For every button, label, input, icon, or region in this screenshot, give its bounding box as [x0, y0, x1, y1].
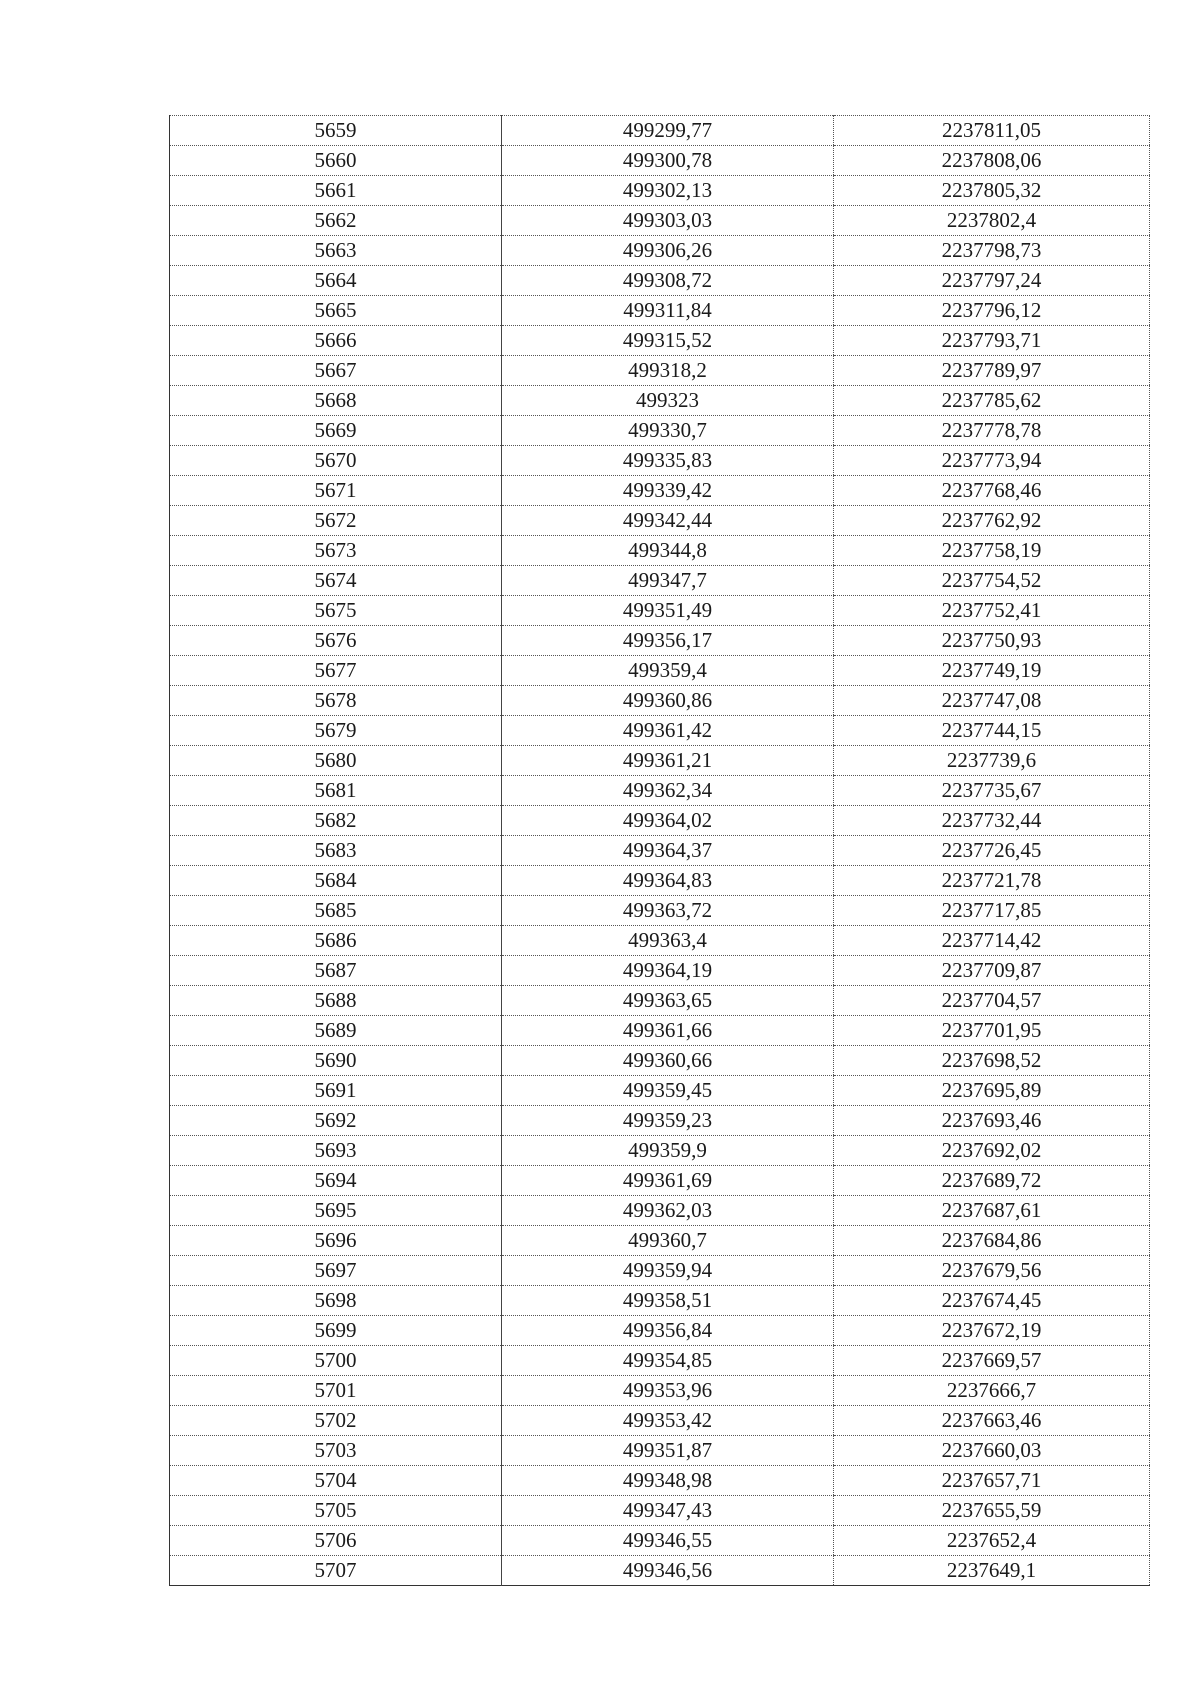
table-row [170, 776, 1150, 806]
y-coordinate-cell: 2237768,46 [834, 476, 1150, 506]
table-row [170, 806, 1150, 836]
point-number-cell: 5670 [170, 446, 502, 476]
x-coordinate-cell: 499353,42 [502, 1406, 834, 1436]
point-number-cell: 5691 [170, 1076, 502, 1106]
point-number-cell: 5673 [170, 536, 502, 566]
table-row [170, 506, 1150, 536]
table-row [170, 266, 1150, 296]
x-coordinate-cell: 499299,77 [502, 116, 834, 146]
x-coordinate-cell: 499360,7 [502, 1226, 834, 1256]
y-coordinate-cell: 2237726,45 [834, 836, 1150, 866]
y-coordinate-cell: 2237652,4 [834, 1526, 1150, 1556]
point-number-cell: 5698 [170, 1286, 502, 1316]
table-row [170, 686, 1150, 716]
x-coordinate-cell: 499315,52 [502, 326, 834, 356]
point-number-cell: 5668 [170, 386, 502, 416]
table-row [170, 1136, 1150, 1166]
y-coordinate-cell: 2237811,05 [834, 116, 1150, 146]
table-row [170, 1496, 1150, 1526]
table-row [170, 1286, 1150, 1316]
y-coordinate-cell: 2237793,71 [834, 326, 1150, 356]
y-coordinate-cell: 2237732,44 [834, 806, 1150, 836]
x-coordinate-cell: 499351,87 [502, 1436, 834, 1466]
point-number-cell: 5671 [170, 476, 502, 506]
x-coordinate-cell: 499358,51 [502, 1286, 834, 1316]
y-coordinate-cell: 2237704,57 [834, 986, 1150, 1016]
coordinates-table [169, 115, 1150, 1586]
table-row [170, 1316, 1150, 1346]
x-coordinate-cell: 499347,7 [502, 566, 834, 596]
table-row [170, 1346, 1150, 1376]
point-number-cell: 5684 [170, 866, 502, 896]
x-coordinate-cell: 499359,4 [502, 656, 834, 686]
y-coordinate-cell: 2237785,62 [834, 386, 1150, 416]
y-coordinate-cell: 2237684,86 [834, 1226, 1150, 1256]
point-number-cell: 5680 [170, 746, 502, 776]
table-row [170, 596, 1150, 626]
point-number-cell: 5660 [170, 146, 502, 176]
x-coordinate-cell: 499364,83 [502, 866, 834, 896]
table-row [170, 1556, 1150, 1586]
x-coordinate-cell: 499356,84 [502, 1316, 834, 1346]
x-coordinate-cell: 499342,44 [502, 506, 834, 536]
table-row [170, 626, 1150, 656]
point-number-cell: 5702 [170, 1406, 502, 1436]
y-coordinate-cell: 2237660,03 [834, 1436, 1150, 1466]
point-number-cell: 5683 [170, 836, 502, 866]
point-number-cell: 5697 [170, 1256, 502, 1286]
table-row [170, 1376, 1150, 1406]
point-number-cell: 5678 [170, 686, 502, 716]
y-coordinate-cell: 2237672,19 [834, 1316, 1150, 1346]
table-row [170, 716, 1150, 746]
y-coordinate-cell: 2237666,7 [834, 1376, 1150, 1406]
y-coordinate-cell: 2237735,67 [834, 776, 1150, 806]
x-coordinate-cell: 499363,65 [502, 986, 834, 1016]
table-row [170, 1526, 1150, 1556]
y-coordinate-cell: 2237798,73 [834, 236, 1150, 266]
point-number-cell: 5690 [170, 1046, 502, 1076]
table-row [170, 986, 1150, 1016]
point-number-cell: 5685 [170, 896, 502, 926]
x-coordinate-cell: 499303,03 [502, 206, 834, 236]
table-row [170, 296, 1150, 326]
x-coordinate-cell: 499347,43 [502, 1496, 834, 1526]
table-row [170, 446, 1150, 476]
y-coordinate-cell: 2237687,61 [834, 1196, 1150, 1226]
x-coordinate-cell: 499362,34 [502, 776, 834, 806]
table-row [170, 116, 1150, 146]
table-row [170, 866, 1150, 896]
table-row [170, 1106, 1150, 1136]
table-row [170, 1466, 1150, 1496]
x-coordinate-cell: 499335,83 [502, 446, 834, 476]
point-number-cell: 5704 [170, 1466, 502, 1496]
point-number-cell: 5699 [170, 1316, 502, 1346]
y-coordinate-cell: 2237797,24 [834, 266, 1150, 296]
y-coordinate-cell: 2237717,85 [834, 896, 1150, 926]
y-coordinate-cell: 2237789,97 [834, 356, 1150, 386]
x-coordinate-cell: 499346,56 [502, 1556, 834, 1586]
point-number-cell: 5675 [170, 596, 502, 626]
y-coordinate-cell: 2237752,41 [834, 596, 1150, 626]
y-coordinate-cell: 2237749,19 [834, 656, 1150, 686]
x-coordinate-cell: 499308,72 [502, 266, 834, 296]
y-coordinate-cell: 2237709,87 [834, 956, 1150, 986]
x-coordinate-cell: 499364,19 [502, 956, 834, 986]
point-number-cell: 5672 [170, 506, 502, 536]
table-row [170, 956, 1150, 986]
point-number-cell: 5674 [170, 566, 502, 596]
table-row [170, 236, 1150, 266]
x-coordinate-cell: 499364,37 [502, 836, 834, 866]
y-coordinate-cell: 2237805,32 [834, 176, 1150, 206]
table-row [170, 386, 1150, 416]
table-row [170, 1076, 1150, 1106]
table-row [170, 926, 1150, 956]
x-coordinate-cell: 499346,55 [502, 1526, 834, 1556]
y-coordinate-cell: 2237674,45 [834, 1286, 1150, 1316]
x-coordinate-cell: 499361,21 [502, 746, 834, 776]
table-row [170, 536, 1150, 566]
y-coordinate-cell: 2237762,92 [834, 506, 1150, 536]
point-number-cell: 5689 [170, 1016, 502, 1046]
x-coordinate-cell: 499339,42 [502, 476, 834, 506]
x-coordinate-cell: 499359,23 [502, 1106, 834, 1136]
y-coordinate-cell: 2237695,89 [834, 1076, 1150, 1106]
point-number-cell: 5666 [170, 326, 502, 356]
y-coordinate-cell: 2237669,57 [834, 1346, 1150, 1376]
y-coordinate-cell: 2237714,42 [834, 926, 1150, 956]
point-number-cell: 5679 [170, 716, 502, 746]
table-row [170, 416, 1150, 446]
x-coordinate-cell: 499354,85 [502, 1346, 834, 1376]
x-coordinate-cell: 499362,03 [502, 1196, 834, 1226]
table-row [170, 206, 1150, 236]
x-coordinate-cell: 499363,72 [502, 896, 834, 926]
point-number-cell: 5694 [170, 1166, 502, 1196]
coordinates-table-body [170, 116, 1150, 1586]
point-number-cell: 5681 [170, 776, 502, 806]
table-row [170, 1016, 1150, 1046]
y-coordinate-cell: 2237778,78 [834, 416, 1150, 446]
point-number-cell: 5700 [170, 1346, 502, 1376]
table-row [170, 1046, 1150, 1076]
point-number-cell: 5686 [170, 926, 502, 956]
table-row [170, 656, 1150, 686]
x-coordinate-cell: 499306,26 [502, 236, 834, 266]
point-number-cell: 5701 [170, 1376, 502, 1406]
y-coordinate-cell: 2237796,12 [834, 296, 1150, 326]
table-row [170, 566, 1150, 596]
point-number-cell: 5706 [170, 1526, 502, 1556]
point-number-cell: 5677 [170, 656, 502, 686]
x-coordinate-cell: 499302,13 [502, 176, 834, 206]
point-number-cell: 5661 [170, 176, 502, 206]
point-number-cell: 5667 [170, 356, 502, 386]
table-row [170, 1196, 1150, 1226]
x-coordinate-cell: 499360,86 [502, 686, 834, 716]
table-row [170, 1166, 1150, 1196]
point-number-cell: 5692 [170, 1106, 502, 1136]
point-number-cell: 5687 [170, 956, 502, 986]
x-coordinate-cell: 499360,66 [502, 1046, 834, 1076]
table-row [170, 836, 1150, 866]
table-row [170, 1406, 1150, 1436]
y-coordinate-cell: 2237679,56 [834, 1256, 1150, 1286]
y-coordinate-cell: 2237655,59 [834, 1496, 1150, 1526]
point-number-cell: 5696 [170, 1226, 502, 1256]
x-coordinate-cell: 499323 [502, 386, 834, 416]
y-coordinate-cell: 2237758,19 [834, 536, 1150, 566]
point-number-cell: 5693 [170, 1136, 502, 1166]
x-coordinate-cell: 499356,17 [502, 626, 834, 656]
x-coordinate-cell: 499330,7 [502, 416, 834, 446]
x-coordinate-cell: 499318,2 [502, 356, 834, 386]
table-row [170, 746, 1150, 776]
x-coordinate-cell: 499359,45 [502, 1076, 834, 1106]
y-coordinate-cell: 2237744,15 [834, 716, 1150, 746]
x-coordinate-cell: 499361,42 [502, 716, 834, 746]
x-coordinate-cell: 499353,96 [502, 1376, 834, 1406]
point-number-cell: 5707 [170, 1556, 502, 1586]
x-coordinate-cell: 499361,69 [502, 1166, 834, 1196]
point-number-cell: 5705 [170, 1496, 502, 1526]
x-coordinate-cell: 499300,78 [502, 146, 834, 176]
y-coordinate-cell: 2237747,08 [834, 686, 1150, 716]
y-coordinate-cell: 2237802,4 [834, 206, 1150, 236]
point-number-cell: 5682 [170, 806, 502, 836]
table-row [170, 896, 1150, 926]
table-row [170, 146, 1150, 176]
y-coordinate-cell: 2237721,78 [834, 866, 1150, 896]
x-coordinate-cell: 499359,94 [502, 1256, 834, 1286]
x-coordinate-cell: 499311,84 [502, 296, 834, 326]
x-coordinate-cell: 499344,8 [502, 536, 834, 566]
table-row [170, 1436, 1150, 1466]
y-coordinate-cell: 2237754,52 [834, 566, 1150, 596]
point-number-cell: 5663 [170, 236, 502, 266]
y-coordinate-cell: 2237701,95 [834, 1016, 1150, 1046]
table-row [170, 476, 1150, 506]
y-coordinate-cell: 2237693,46 [834, 1106, 1150, 1136]
point-number-cell: 5695 [170, 1196, 502, 1226]
x-coordinate-cell: 499361,66 [502, 1016, 834, 1046]
x-coordinate-cell: 499359,9 [502, 1136, 834, 1166]
y-coordinate-cell: 2237750,93 [834, 626, 1150, 656]
point-number-cell: 5662 [170, 206, 502, 236]
y-coordinate-cell: 2237689,72 [834, 1166, 1150, 1196]
y-coordinate-cell: 2237657,71 [834, 1466, 1150, 1496]
point-number-cell: 5688 [170, 986, 502, 1016]
table-row [170, 326, 1150, 356]
table-row [170, 1226, 1150, 1256]
y-coordinate-cell: 2237773,94 [834, 446, 1150, 476]
x-coordinate-cell: 499351,49 [502, 596, 834, 626]
y-coordinate-cell: 2237808,06 [834, 146, 1150, 176]
y-coordinate-cell: 2237663,46 [834, 1406, 1150, 1436]
table-row [170, 356, 1150, 386]
x-coordinate-cell: 499348,98 [502, 1466, 834, 1496]
x-coordinate-cell: 499364,02 [502, 806, 834, 836]
table-row [170, 1256, 1150, 1286]
table-row [170, 176, 1150, 206]
point-number-cell: 5665 [170, 296, 502, 326]
y-coordinate-cell: 2237649,1 [834, 1556, 1150, 1586]
point-number-cell: 5703 [170, 1436, 502, 1466]
point-number-cell: 5664 [170, 266, 502, 296]
y-coordinate-cell: 2237739,6 [834, 746, 1150, 776]
point-number-cell: 5676 [170, 626, 502, 656]
y-coordinate-cell: 2237698,52 [834, 1046, 1150, 1076]
point-number-cell: 5659 [170, 116, 502, 146]
y-coordinate-cell: 2237692,02 [834, 1136, 1150, 1166]
point-number-cell: 5669 [170, 416, 502, 446]
x-coordinate-cell: 499363,4 [502, 926, 834, 956]
